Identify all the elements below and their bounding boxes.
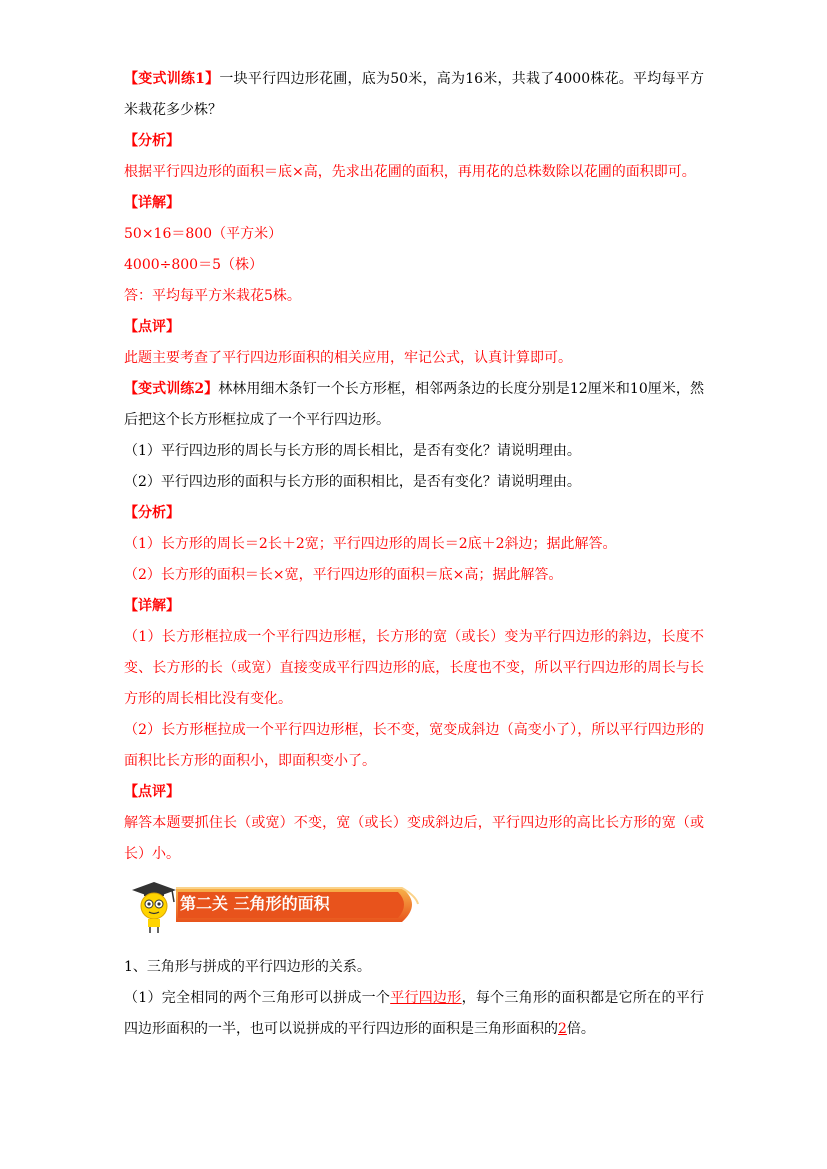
section-paragraph-1 [124,983,704,1045]
exercise-1-step-1: 50×16＝800（平方米） [124,226,283,242]
exercise-1-comment-label: 【点评】 [124,319,180,335]
paragraph-text-middle: ，每个三角形的面积都是它所在的平行四边形面积的一半，也可以说拼成的平行四边形的面积是三角形面积的 [124,990,705,1037]
exercise-1-question [124,64,704,126]
exercise-1-analysis: 根据平行四边形的面积＝底×高，先求出花圃的面积，再用花的总株数除以花圃的面积即可。 [124,164,696,180]
exercise-2-question [124,374,704,436]
exercise-2-analysis-1: （1）长方形的周长＝2长＋2宽；平行四边形的周长＝2底＋2斜边；据此解答。 [124,536,617,552]
exercise-2-detail-label: 【详解】 [124,598,180,614]
section-banner [124,878,704,938]
fill-blank-answer-2: 2 [558,1021,567,1037]
exercise-2-subquestion-2: （2）平行四边形的面积与长方形的面积相比，是否有变化？请说明理由。 [124,474,581,490]
exercise-1-tag: 【变式训练1】 [124,71,220,87]
graduate-mascot-icon [128,878,180,934]
exercise-2-tag: 【变式训练2】 [124,381,219,397]
exercise-2-detail-2: （2）长方形框拉成一个平行四边形框，长不变，宽变成斜边（高变小了），所以平行四边形的面积比长方形的面积小，即面积变小了。 [124,722,704,769]
exercise-1-answer: 答：平均每平方米栽花5株。 [124,288,301,304]
section-title: 第二关 三角形的面积 [180,894,330,913]
document-page [124,64,704,1045]
exercise-2-comment: 解答本题要抓住长（或宽）不变，宽（或长）变成斜边后，平行四边形的高比长方形的宽（或长）小。 [124,815,704,862]
exercise-1-analysis-label: 【分析】 [124,133,180,149]
fill-blank-answer-1: 平行四边形 [390,990,462,1006]
exercise-2-comment-label: 【点评】 [124,784,180,800]
exercise-2-text: 林林用细木条钉一个长方形框，相邻两条边的长度分别是12厘米和10厘米，然后把这个长方形框拉成了一个平行四边形。 [124,381,704,428]
paragraph-text-after: 倍。 [566,1021,595,1037]
exercise-2-analysis-label: 【分析】 [124,505,180,521]
exercise-2-subquestion-1: （1）平行四边形的周长与长方形的周长相比，是否有变化？请说明理由。 [124,443,581,459]
exercise-2-detail-1: （1）长方形框拉成一个平行四边形框，长方形的宽（或长）变为平行四边形的斜边，长度不变、长方形的长（或宽）直接变成平行四边形的底，长度也不变，所以平行四边形的周长与长方形的周长相比没有变化。 [124,629,704,707]
exercise-1-detail-label: 【详解】 [124,195,180,211]
exercise-1-text: 一块平行四边形花圃，底为50米，高为16米，共栽了4000株花。平均每平方米栽花多少株？ [124,71,704,118]
paragraph-text-before: （1）完全相同的两个三角形可以拼成一个 [124,990,391,1006]
exercise-2-analysis-2: （2）长方形的面积＝长×宽，平行四边形的面积＝底×高；据此解答。 [124,567,563,583]
exercise-1-comment: 此题主要考查了平行四边形面积的相关应用，牢记公式，认真计算即可。 [124,350,572,366]
exercise-1-step-2: 4000÷800＝5（株） [124,257,263,273]
section-item-1: 1、三角形与拼成的平行四边形的关系。 [124,959,371,975]
